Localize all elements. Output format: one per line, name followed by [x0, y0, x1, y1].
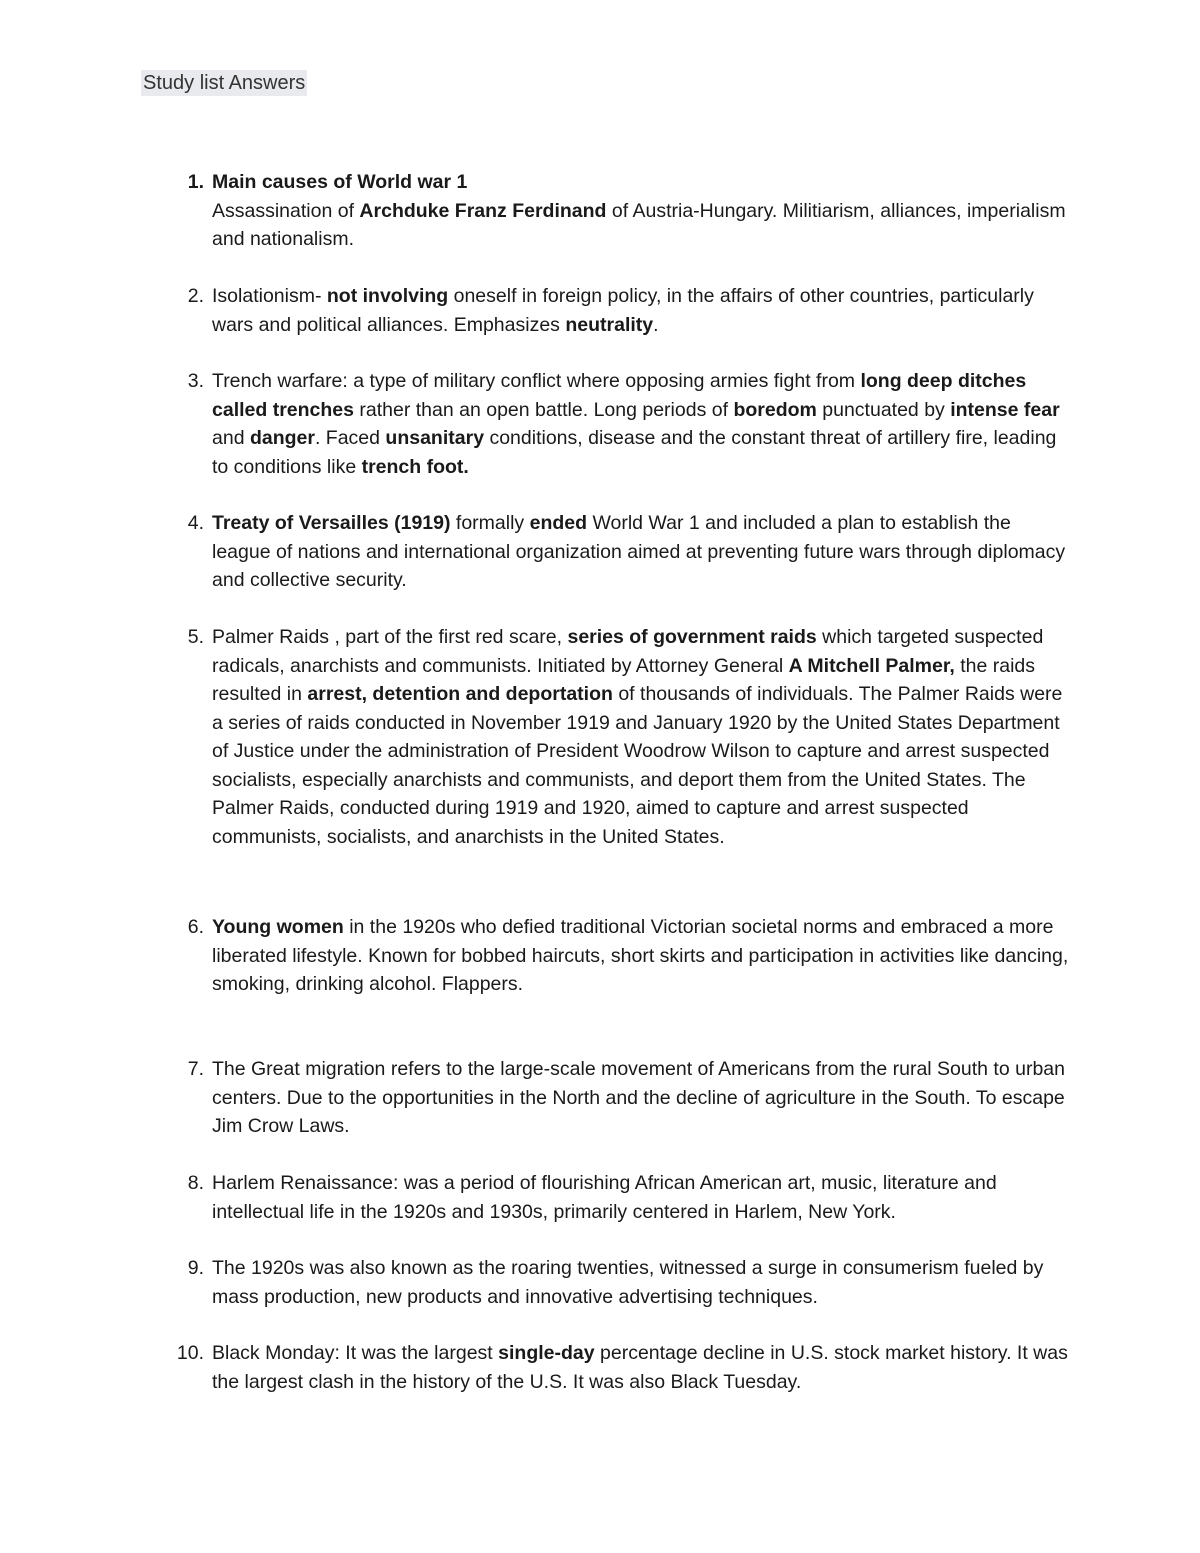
item-body: [212, 1339, 1072, 1396]
item-number: 6.: [187, 916, 204, 938]
item-text: Isolationism-: [212, 285, 327, 307]
item-number: 9.: [187, 1257, 204, 1279]
item-text: formally: [450, 512, 530, 534]
item-body: [212, 367, 1072, 481]
item-body: [212, 282, 1072, 339]
item-body: [212, 913, 1072, 999]
item-text: Assassination of: [212, 199, 360, 222]
item-text: percentage decline in U.S. stock market history. It was the largest clash in the history of the U.S. It was also Black Tuesday.: [212, 1342, 1068, 1393]
item-emphasis: not involving: [326, 285, 449, 307]
item-emphasis: unsanitary: [385, 427, 485, 449]
item-body: [212, 1169, 1072, 1226]
item-text: punctuated by: [816, 398, 951, 421]
item-emphasis: single-day: [498, 1342, 595, 1364]
item-emphasis: Young women: [212, 916, 344, 938]
item-text: the raids resulted in: [212, 654, 1036, 705]
item-body: [212, 168, 1072, 254]
item-body: [212, 1254, 1072, 1311]
item-emphasis: danger: [249, 427, 315, 449]
item-text: conditions, disease and the constant threat of artillery fire, leading to conditions like: [212, 427, 1057, 478]
item-emphasis: Archduke Franz Ferdinand: [359, 199, 607, 222]
item-number: 2.: [187, 285, 204, 307]
item-text: and: [212, 427, 250, 449]
item-text: The 1920s was also known as the roaring twenties, witnessed a surge in consumerism fueled by mass production, new products and innovative advertising techniques.: [212, 1257, 1044, 1308]
item-emphasis: arrest, detention and deportation: [307, 683, 613, 705]
item-text: Black Monday: It was the largest: [212, 1342, 499, 1364]
item-number: 1.: [187, 171, 204, 193]
item-text: The Great migration refers to the large-scale movement of Americans from the rural South to urban centers. Due to the opportunities in the North and the decline of agriculture in the South. To escape Jim Crow Laws.: [212, 1058, 1065, 1137]
item-emphasis: intense fear: [950, 398, 1060, 421]
item-number: 8.: [187, 1172, 204, 1194]
item-text: rather than an open battle. Long periods of: [353, 398, 734, 421]
item-text: . Faced: [314, 427, 386, 449]
item-body: [212, 1055, 1072, 1141]
item-text: which targeted suspected radicals, anarchists and communists. Initiated by Attorney General: [212, 626, 1044, 677]
item-body: [212, 623, 1072, 851]
item-number: 10.: [176, 1342, 204, 1364]
item-text: of thousands of individuals. The Palmer Raids were a series of raids conducted in November 1919 and January 1920 by the United States Department of Justice under the administration of President Woodrow Wilson to capture and arrest suspected socialists, especially anarchists and communists, and deport them from the United States. The Palmer Raids, conducted during 1919 and 1920, aimed to capture and arrest suspected communists, socialists, and anarchists in the United States.: [212, 683, 1063, 848]
item-emphasis: boredom: [733, 398, 817, 421]
item-text: in the 1920s who defied traditional Victorian societal norms and embraced a more liberated lifestyle. Known for bobbed haircuts, short skirts and participation in activities like dancing, smoking, drinking alcohol. Flappers.: [212, 916, 1069, 995]
item-emphasis: long deep ditches called trenches: [212, 370, 1027, 421]
item-emphasis: series of government raids: [567, 626, 817, 648]
item-number: 3.: [187, 370, 204, 392]
item-emphasis: A Mitchell Palmer,: [788, 654, 955, 677]
item-text: World War 1 and included a plan to establish the league of nations and international organization aimed at preventing future wars through diplomacy and collective security.: [212, 512, 1066, 591]
item-text: Harlem Renaissance: was a period of flourishing African American art, music, literature and intellectual life in the 1920s and 1930s, primarily centered in Harlem, New York.: [212, 1172, 997, 1223]
item-text: .: [653, 313, 659, 336]
item-number: 5.: [187, 626, 204, 648]
item-emphasis: trench foot.: [361, 455, 469, 478]
item-number: 7.: [187, 1058, 204, 1080]
document-title: Study list Answers: [143, 72, 306, 94]
item-text: oneself in foreign policy, in the affairs of other countries, particularly wars and political alliances. Emphasizes: [212, 285, 1034, 336]
item-body: [212, 509, 1072, 595]
item-text: of Austria-Hungary. Militiarism, alliances, imperialism and nationalism.: [212, 199, 1066, 250]
item-text: Trench warfare: a type of military conflict where opposing armies fight from: [212, 370, 861, 392]
item-text: Palmer Raids , part of the first red scare,: [212, 626, 568, 648]
item-emphasis: neutrality: [565, 313, 654, 336]
item-number: 4.: [187, 512, 204, 534]
item-heading: Main causes of World war 1: [212, 171, 468, 193]
item-emphasis: Treaty of Versailles (1919): [212, 512, 451, 534]
item-emphasis: ended: [529, 512, 588, 534]
